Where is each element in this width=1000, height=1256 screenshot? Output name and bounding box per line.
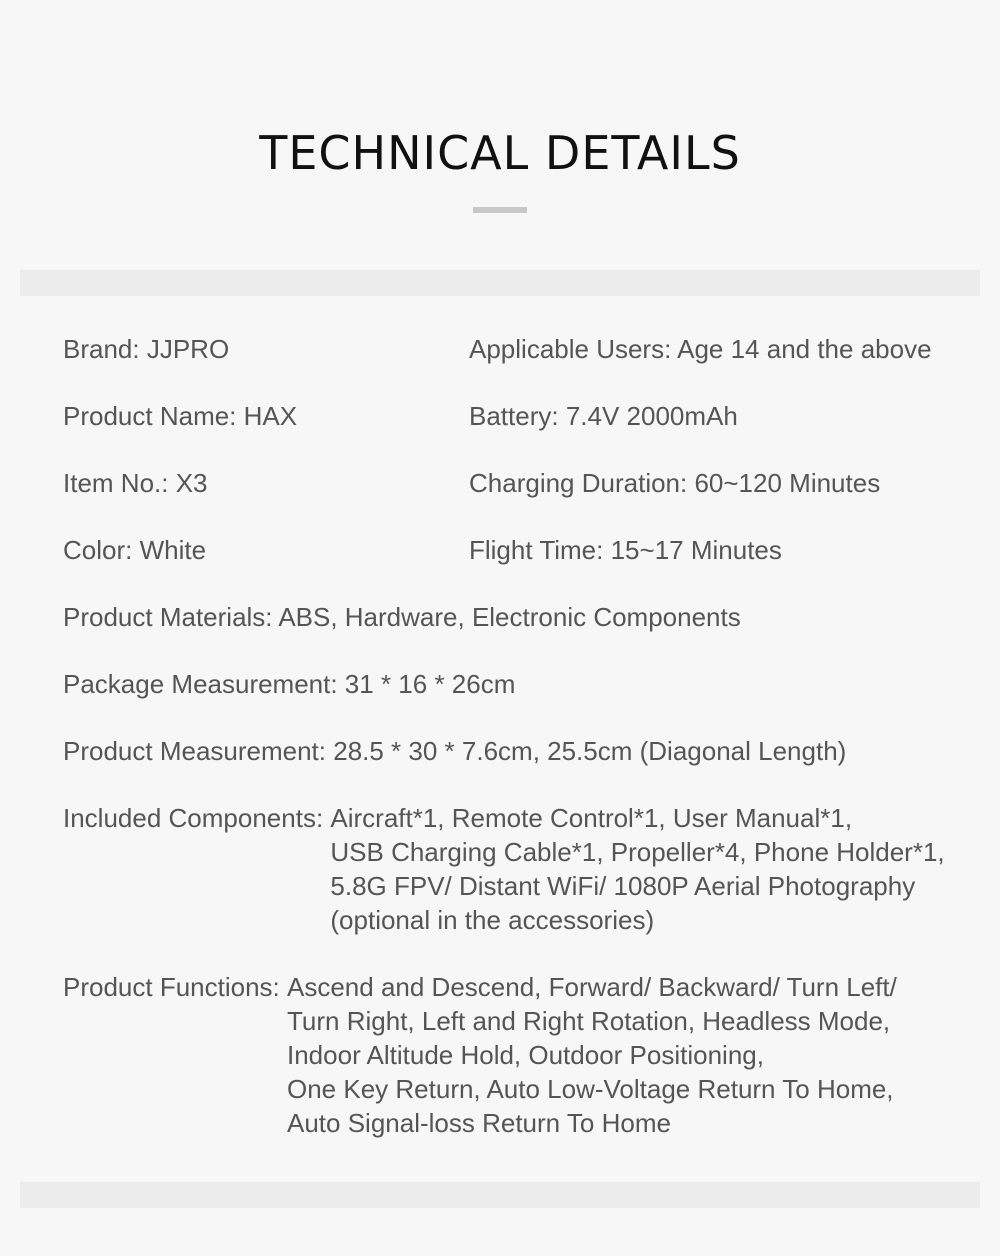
- included-components-line: (optional in the accessories): [330, 905, 655, 935]
- spec-package-measurement: Package Measurement: 31 * 16 * 26cm: [63, 669, 516, 699]
- spec-brand: Brand: JJPRO: [63, 334, 230, 364]
- page-title: TECHNICAL DETAILS: [259, 126, 741, 180]
- spec-product-functions: [63, 970, 897, 1140]
- spec-included-components: [63, 801, 945, 937]
- spec-item-no: Item No.: X3: [63, 468, 208, 498]
- included-components-line: 5.8G FPV/ Distant WiFi/ 1080P Aerial Photography: [330, 871, 916, 901]
- spec-product-name: Product Name: HAX: [63, 401, 298, 431]
- product-functions-line: Ascend and Descend, Forward/ Backward/ Turn Left/: [287, 972, 897, 1002]
- spec-product-measurement: Product Measurement: 28.5 * 30 * 7.6cm, 25.5cm (Diagonal Length): [63, 736, 847, 766]
- product-functions-label: Product Functions:: [63, 972, 287, 1002]
- included-components-list: [330, 801, 944, 937]
- product-functions-line: Turn Right, Left and Right Rotation, Headless Mode,: [287, 1006, 891, 1036]
- spec-applicable-users: Applicable Users: Age 14 and the above: [469, 334, 932, 364]
- included-components-line: USB Charging Cable*1, Propeller*4, Phone Holder*1,: [330, 837, 945, 867]
- spec-materials: Product Materials: ABS, Hardware, Electronic Components: [63, 602, 741, 632]
- title-divider: [473, 207, 527, 213]
- product-functions-line: Auto Signal-loss Return To Home: [287, 1108, 671, 1138]
- spec-charging-duration: Charging Duration: 60~120 Minutes: [469, 468, 881, 498]
- product-functions-list: [287, 970, 897, 1140]
- product-functions-line: Indoor Altitude Hold, Outdoor Positioning,: [287, 1040, 764, 1070]
- spec-color: Color: White: [63, 535, 207, 565]
- bottom-divider-band: [20, 1182, 980, 1208]
- product-functions-line: One Key Return, Auto Low-Voltage Return To Home,: [287, 1074, 894, 1104]
- included-components-line: Aircraft*1, Remote Control*1, User Manual*1,: [330, 803, 853, 833]
- spec-battery: Battery: 7.4V 2000mAh: [469, 401, 738, 431]
- top-divider-band: [20, 270, 980, 296]
- spec-flight-time: Flight Time: 15~17 Minutes: [469, 535, 782, 565]
- included-components-label: Included Components:: [63, 803, 331, 833]
